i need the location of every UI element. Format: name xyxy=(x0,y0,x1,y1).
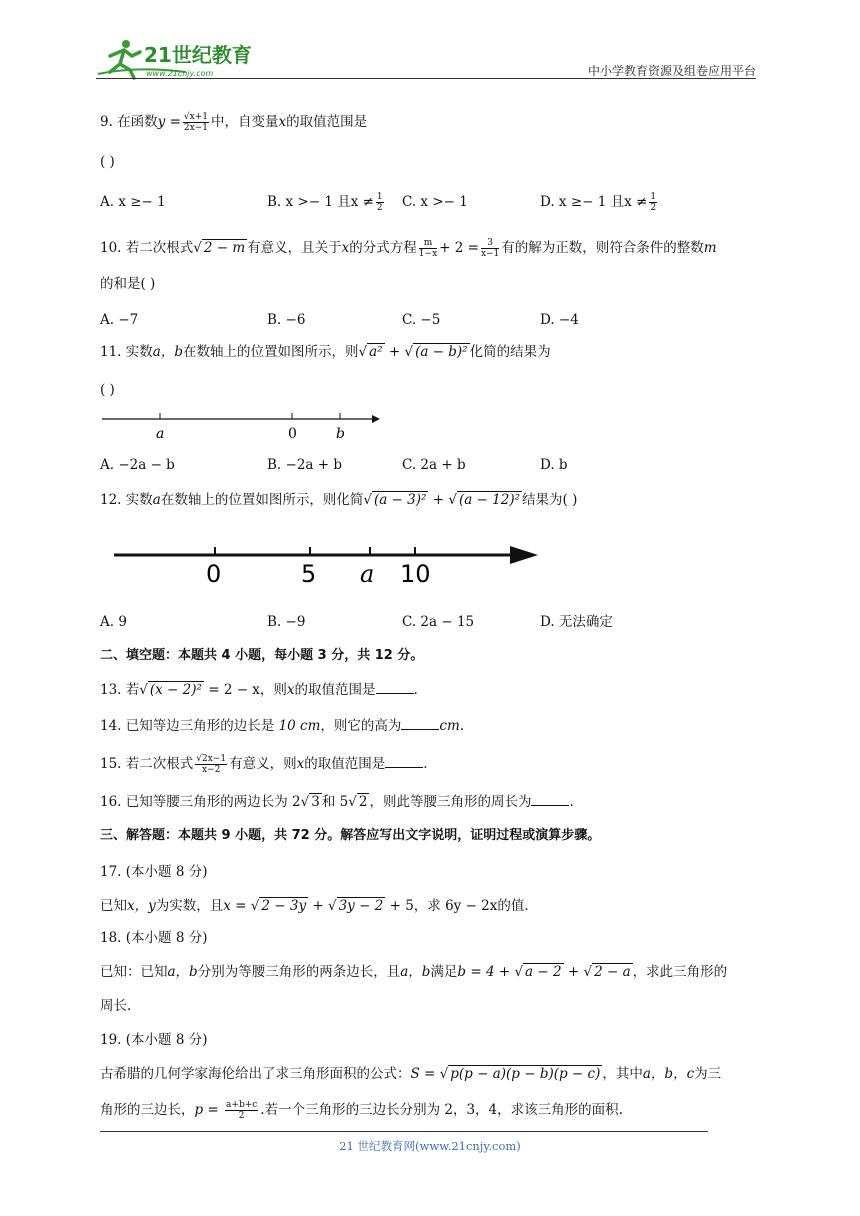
q9-paren: ( ) xyxy=(100,154,115,170)
q9-option-b: B. x >− 1 且x ≠ $\frac{1}{2}$ xyxy=(267,192,383,213)
q13-stem: 13. 若√ (x − 2)² = 2 − x，则x的取值范围是 . xyxy=(100,682,418,698)
q10-option-a: A. −7 xyxy=(100,312,139,328)
q13-blank xyxy=(376,681,414,694)
q10-stem-2: 的和是( ) xyxy=(100,276,156,292)
q11-label-0: 0 xyxy=(288,426,297,442)
q17-title: 17. (本小题 8 分) xyxy=(100,864,208,880)
q18-title: 18. (本小题 8 分) xyxy=(100,930,208,946)
q16-stem: 16. 已知等腰三角形的两边长为 2√ 3 和 5√ 2 ，则此等腰三角形的周长为 . xyxy=(100,794,574,810)
q11-label-a: a xyxy=(156,426,165,442)
header-divider xyxy=(96,78,756,79)
q11-option-d: D. b xyxy=(540,457,568,473)
q9-option-a: A. x ≥− 1 xyxy=(100,194,166,210)
q12-label-10: 10 xyxy=(400,560,431,588)
logo-url: www.21cnjy.com xyxy=(146,69,214,78)
q11-option-b: B. −2a + b xyxy=(267,457,342,473)
logo-text: 21世纪教育 xyxy=(144,43,252,67)
q16-blank xyxy=(531,793,569,806)
q12-option-c: C. 2a − 15 xyxy=(402,614,475,630)
footer-divider xyxy=(100,1131,708,1132)
q10-option-d: D. −4 xyxy=(540,312,579,328)
site-logo xyxy=(96,36,266,80)
q10-option-c: C. −5 xyxy=(402,312,441,328)
q15-stem: 15. 若二次根式 $\frac{√2x-1}{x-2}$ 有意义，则x的取值范围是 . xyxy=(100,754,428,775)
q19-stem-2: 角形的三边长，p = $\frac{a+b+c}{2}$ .若一个三角形的三边长分别为 2，3，4，求该三角形的面积. xyxy=(100,1100,623,1121)
q9-option-c: C. x >− 1 xyxy=(402,194,468,210)
q19-title: 19. (本小题 8 分) xyxy=(100,1032,208,1048)
q14-stem: 14. 已知等边三角形的边长是 10 cm，则它的高为 cm. xyxy=(100,718,465,734)
q11-paren: ( ) xyxy=(100,382,115,398)
q12-number-line xyxy=(110,540,550,588)
q12-option-d: D. 无法确定 xyxy=(540,614,613,630)
q11-label-b: b xyxy=(336,426,345,442)
section-fill-in-title: 二、填空题：本题共 4 小题，每小题 3 分，共 12 分。 xyxy=(100,648,424,663)
q12-option-a: A. 9 xyxy=(100,614,127,630)
q11-option-c: C. 2a + b xyxy=(402,457,466,473)
q11-number-line xyxy=(100,408,390,444)
q12-label-5: 5 xyxy=(301,560,317,588)
q9-stem: 9. 在函数y = $\frac{√x+1}{2x-1}$ 中，自变量x的取值范围是 xyxy=(100,112,368,133)
q12-label-a: a xyxy=(360,560,375,588)
header-platform: 中小学教育资源及组卷应用平台 xyxy=(587,64,756,78)
q11-stem: 11. 实数a，b在数轴上的位置如图所示，则√ a² + √ (a − b)² 化简的结果为 xyxy=(100,344,551,360)
q11-option-a: A. −2a − b xyxy=(100,457,175,473)
section-answer-title: 三、解答题：本题共 9 小题，共 72 分。解答应写出文字说明，证明过程或演算步骤。 xyxy=(100,828,601,843)
q18-stem: 已知：已知a，b分别为等腰三角形的两条边长，且a，b满足b = 4 + √ a − 2 + √ 2 − a ，求此三角形的 xyxy=(100,964,728,980)
q14-blank xyxy=(401,717,439,730)
q15-blank xyxy=(385,755,423,768)
q12-option-b: B. −9 xyxy=(267,614,306,630)
q9-option-d: D. x ≥− 1 且x ≠ $\frac{1}{2}$ xyxy=(540,192,657,213)
footer-text: 21 世纪教育网(www.21cnjy.com) xyxy=(339,1139,521,1153)
q10-stem: 10. 若二次根式√ 2 − m 有意义，且关于x的分式方程 $\frac{m}{1-x}$ + 2 = $\frac{3}{x-1}$ 有的解为正数，则符合条件的整数m xyxy=(100,238,717,259)
q10-option-b: B. −6 xyxy=(267,312,306,328)
q12-stem: 12. 实数a在数轴上的位置如图所示，则化简√ (a − 3)² + √ (a − 12)² 结果为( ) xyxy=(100,492,578,508)
q18-stem-2: 周长. xyxy=(100,998,132,1014)
q17-stem: 已知x，y为实数，且x = √ 2 − 3y + √ 3y − 2 + 5，求 6y − 2x的值. xyxy=(100,898,529,914)
q12-label-0: 0 xyxy=(206,560,222,588)
q19-stem: 古希腊的几何学家海伦给出了求三角形面积的公式：S = √ p(p − a)(p − b)(p − c) ，其中a，b，c为三 xyxy=(100,1066,722,1082)
